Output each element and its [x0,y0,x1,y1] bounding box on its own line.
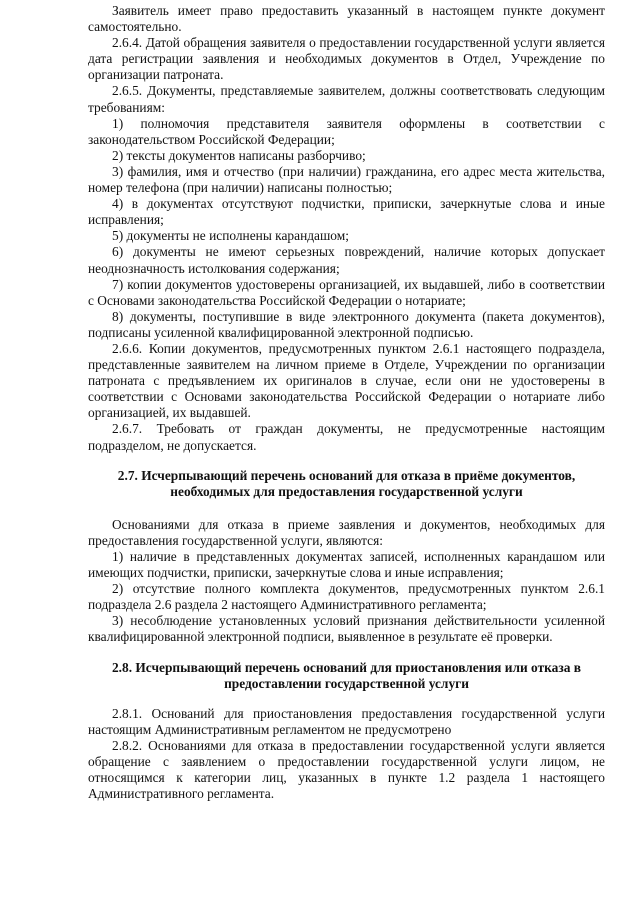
paragraph-2-6-5: 2.6.5. Документы, представляемые заявителем, должны соответствовать следующим требованиям: [88,83,605,115]
paragraph-applicant-right: Заявитель имеет право предоставить указанный в настоящем пункте документ самостоятельно. [88,3,605,35]
refusal-ground-3: 3) несоблюдение установленных условий признания действительности усиленной квалифицированной электронной подписи, выявленное в результате её проверки. [88,613,605,645]
requirement-item-2: 2) тексты документов написаны разборчиво; [112,147,366,163]
section-2-8-heading: 2.8. Исчерпывающий перечень оснований для приостановления или отказа в предоставлении государственной услуги [111,659,582,691]
refusal-ground-1: 1) наличие в представленных документах записей, исполненных карандашом или имеющих подчистки, приписки, зачеркнутые слова и иные исправления; [88,549,605,581]
requirement-item-5: 5) документы не исполнены карандашом; [112,228,349,244]
refusal-ground-2: 2) отсутствие полного комплекта документов, предусмотренных пунктом 2.6.1 подраздела 2.6 раздела 2 настоящего Административного регламента; [88,581,605,613]
requirement-item-4: 4) в документах отсутствуют подчистки, приписки, зачеркнутые слова и иные исправления; [88,196,605,228]
section-2-7-intro: Основаниями для отказа в приеме заявления и документов, необходимых для предоставления государственной услуги, являются: [88,516,605,548]
requirement-item-6: 6) документы не имеют серьезных повреждений, наличие которых допускает неоднозначность истолкования содержания; [88,244,605,276]
requirement-item-8: 8) документы, поступившие в виде электронного документа (пакета документов), подписаны усиленной квалифицированной электронной подписью. [88,308,605,340]
paragraph-2-6-7: 2.6.7. Требовать от граждан документы, не предусмотренные настоящим подразделом, не допускается. [88,421,605,453]
paragraph-2-8-1: 2.8.1. Оснований для приостановления предоставления государственной услуги настоящим Административным регламентом не предусмотрено [88,705,605,737]
requirement-item-7: 7) копии документов удостоверены организацией, их выдавшей, либо в соответствии с Основами законодательства Российской Федерации о нотариате; [88,276,605,308]
paragraph-2-8-2: 2.8.2. Основаниями для отказа в предоставлении государственной услуги является обращение с заявлением о предоставлении государственной услуги лицом, не относящимся к категории лиц, указанных в пункте 1.2 раздела 1 настоящего Административного регламента. [88,737,605,802]
section-2-7-heading: 2.7. Исчерпывающий перечень оснований для отказа в приёме документов, необходимых для предоставления государственной услуги [117,467,576,499]
requirement-item-1: 1) полномочия представителя заявителя оформлены в соответствии с законодательством Российской Федерации; [88,115,605,147]
paragraph-2-6-4: 2.6.4. Датой обращения заявителя о предоставлении государственной услуги является дата регистрации заявления и необходимых документов в Отдел, Учреждение по организации патроната. [88,35,605,83]
paragraph-2-6-6: 2.6.6. Копии документов, предусмотренных пунктом 2.6.1 настоящего подраздела, представленные заявителем на личном приеме в Отделе, Учреждении по организации патроната с предъявлением их оригиналов в случае, если они не удостоверены в соответствии с Основами законодательства Российской Федерации о нотариате либо организацией, их выдавшей. [88,340,605,421]
requirement-item-3: 3) фамилия, имя и отчество (при наличии) гражданина, его адрес места жительства, номер телефона (при наличии) написаны полностью; [88,163,605,196]
